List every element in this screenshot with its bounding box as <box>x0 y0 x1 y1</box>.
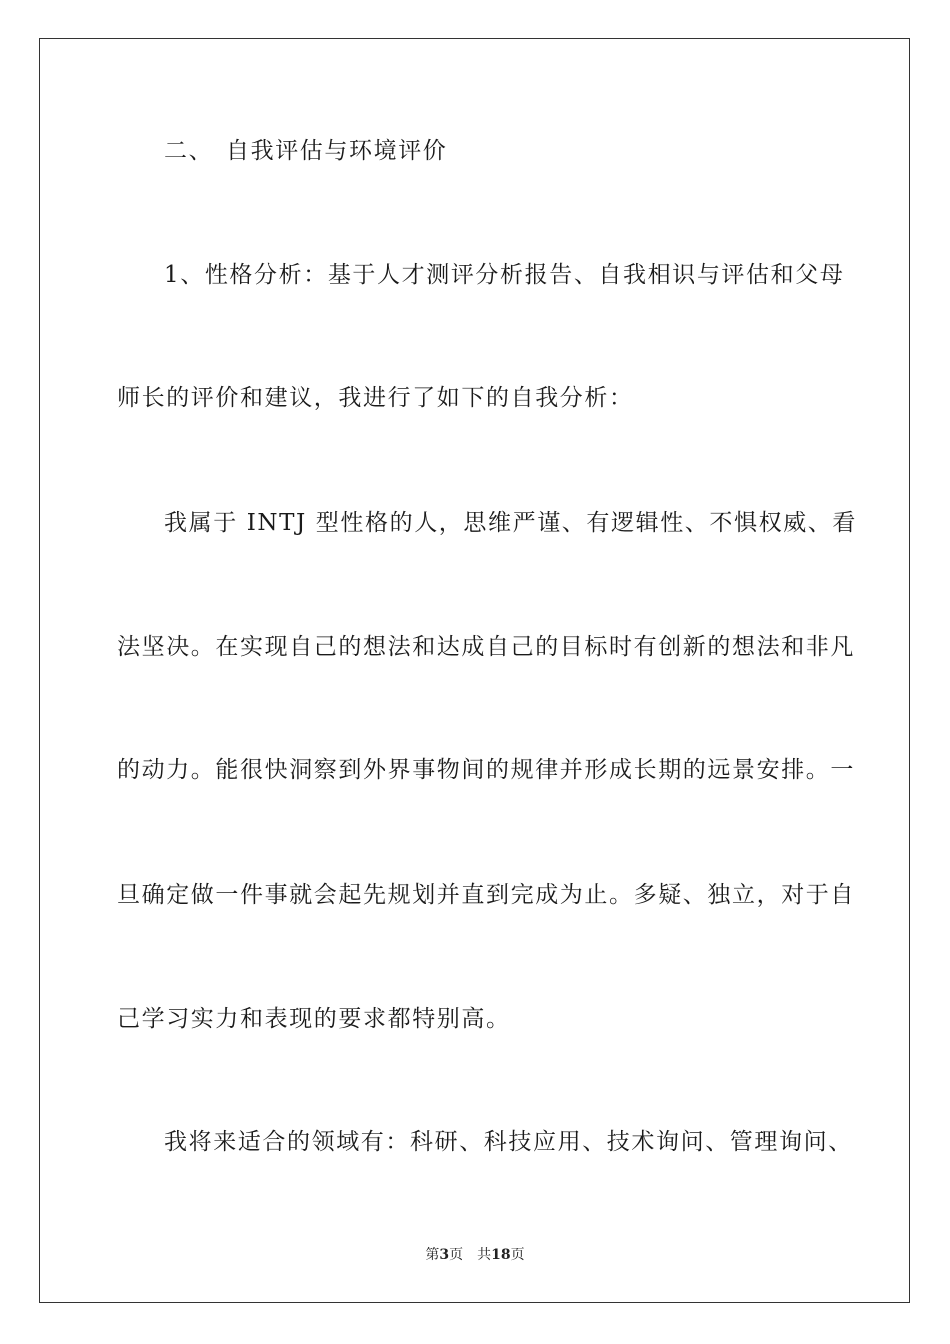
paragraph-line: 师长的评价和建议，我进行了如下的自我分析： <box>117 385 634 411</box>
paragraph-line: 我将来适合的领域有：科研、科技应用、技术询问、管理询问、 <box>164 1129 853 1155</box>
paragraph-line: 的动力。能很快洞察到外界事物间的规律并形成长期的远景安排。一 <box>117 757 855 783</box>
section-heading <box>164 136 884 166</box>
total-prefix: 共 <box>477 1247 492 1263</box>
paragraph-line: 1、性格分析：基于人才测评分析报告、自我相识与评估和父母 <box>164 262 845 288</box>
page-border <box>39 38 910 1303</box>
page-number: 3 <box>439 1247 450 1263</box>
paragraph-line: 己学习实力和表现的要求都特别高。 <box>117 1006 511 1032</box>
paragraph-line: 旦确定做一件事就会起先规划并直到完成为止。多疑、独立，对于自 <box>117 882 855 908</box>
paragraph-line: 我属于 INTJ 型性格的人，思维严谨、有逻辑性、不惧权威、看 <box>164 510 857 536</box>
section-number: 二、 <box>164 138 214 164</box>
total-pages: 18 <box>491 1247 511 1263</box>
paragraph-line: 法坚决。在实现自己的想法和达成自己的目标时有创新的想法和非凡 <box>117 634 855 660</box>
page-footer <box>0 1246 950 1264</box>
total-suffix: 页 <box>510 1247 525 1263</box>
section-title: 自我评估与环境评价 <box>226 138 448 164</box>
page-prefix: 第 <box>425 1247 440 1263</box>
page-suffix: 页 <box>449 1247 464 1263</box>
